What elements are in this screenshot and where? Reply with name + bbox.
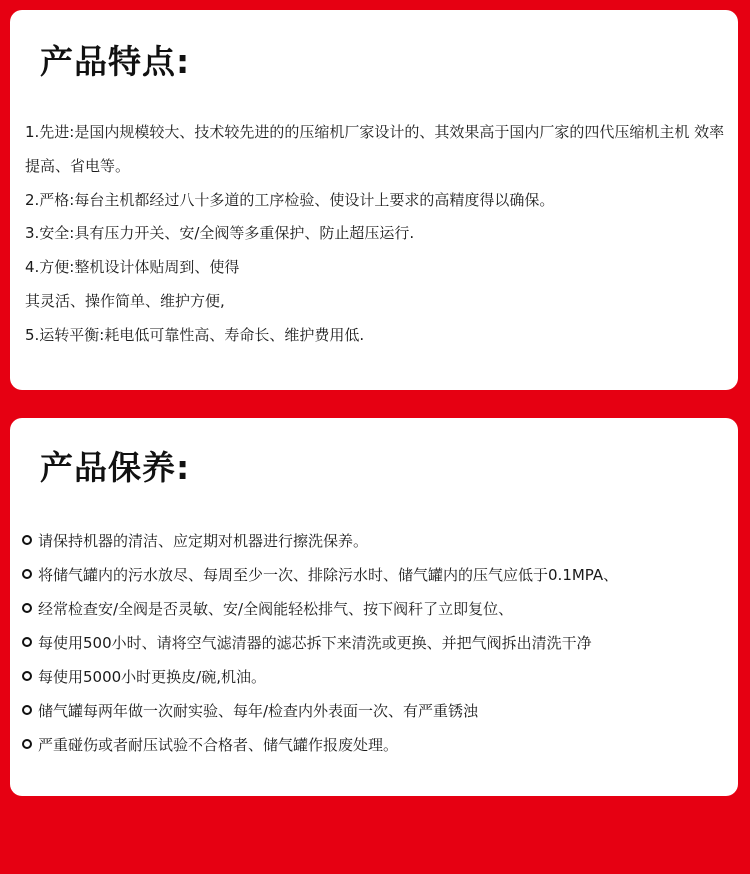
feature-line-5: 其灵活、操作简单、维护方便, — [25, 291, 225, 310]
bullet-icon — [22, 671, 32, 681]
feature-line-6: 5.运转平衡:耗电低可靠性高、寿命长、维护费用低. — [25, 325, 365, 344]
bullet-icon — [22, 569, 32, 579]
maintenance-item-text: 储气罐每两年做一次耐实验、每年/检查内外表面一次、有严重锈浊 — [38, 701, 479, 720]
bullet-icon — [22, 603, 32, 613]
maintenance-item-text: 严重碰伤或者耐压试验不合格者、储气罐作报废处理。 — [38, 735, 399, 754]
maintenance-item — [22, 523, 732, 557]
maintenance-item-text: 请保持机器的清洁、应定期对机器进行擦洗保养。 — [38, 531, 369, 550]
maintenance-item — [22, 557, 732, 591]
bullet-icon — [22, 705, 32, 715]
maintenance-item — [22, 693, 732, 727]
maintenance-item-text: 每使用500小时、请将空气滤清器的滤芯拆下来清洗或更换、并把气阀拆出清洗干净 — [38, 633, 592, 652]
maintenance-list — [22, 523, 732, 761]
maintenance-item — [22, 625, 732, 659]
maintenance-card — [10, 418, 738, 796]
features-list — [25, 116, 730, 353]
bullet-icon — [22, 637, 32, 647]
bullet-icon — [22, 535, 32, 545]
bullet-icon — [22, 739, 32, 749]
feature-line-4: 4.方便:整机设计体贴周到、使得 — [25, 258, 240, 277]
maintenance-item-text: 将储气罐内的污水放尽、每周至少一次、排除污水时、储气罐内的压气应低于0.1MPA、 — [38, 565, 619, 584]
maintenance-item — [22, 727, 732, 761]
maintenance-item-text: 每使用5000小时更换皮/碗,机油。 — [38, 667, 266, 686]
feature-line-3: 3.安全:具有压力开关、安/全阀等多重保护、防止超压运行. — [25, 224, 415, 243]
maintenance-title: 产品保养: — [40, 448, 191, 487]
maintenance-item — [22, 591, 732, 625]
features-card — [10, 10, 738, 390]
feature-line-1: 1.先进:是国内规模较大、技术较先进的的压缩机厂家设计的、其效果高于国内厂家的四代压缩机主机 效率提高、省电等。 — [25, 123, 725, 175]
features-title: 产品特点: — [40, 42, 191, 81]
maintenance-item-text: 经常检查安/全阀是否灵敏、安/全阀能轻松排气、按下阀秆了立即复位、 — [38, 599, 514, 618]
feature-line-2: 2.严格:每台主机都经过八十多道的工序检验、使设计上要求的高精度得以确保。 — [25, 190, 555, 209]
maintenance-item — [22, 659, 732, 693]
